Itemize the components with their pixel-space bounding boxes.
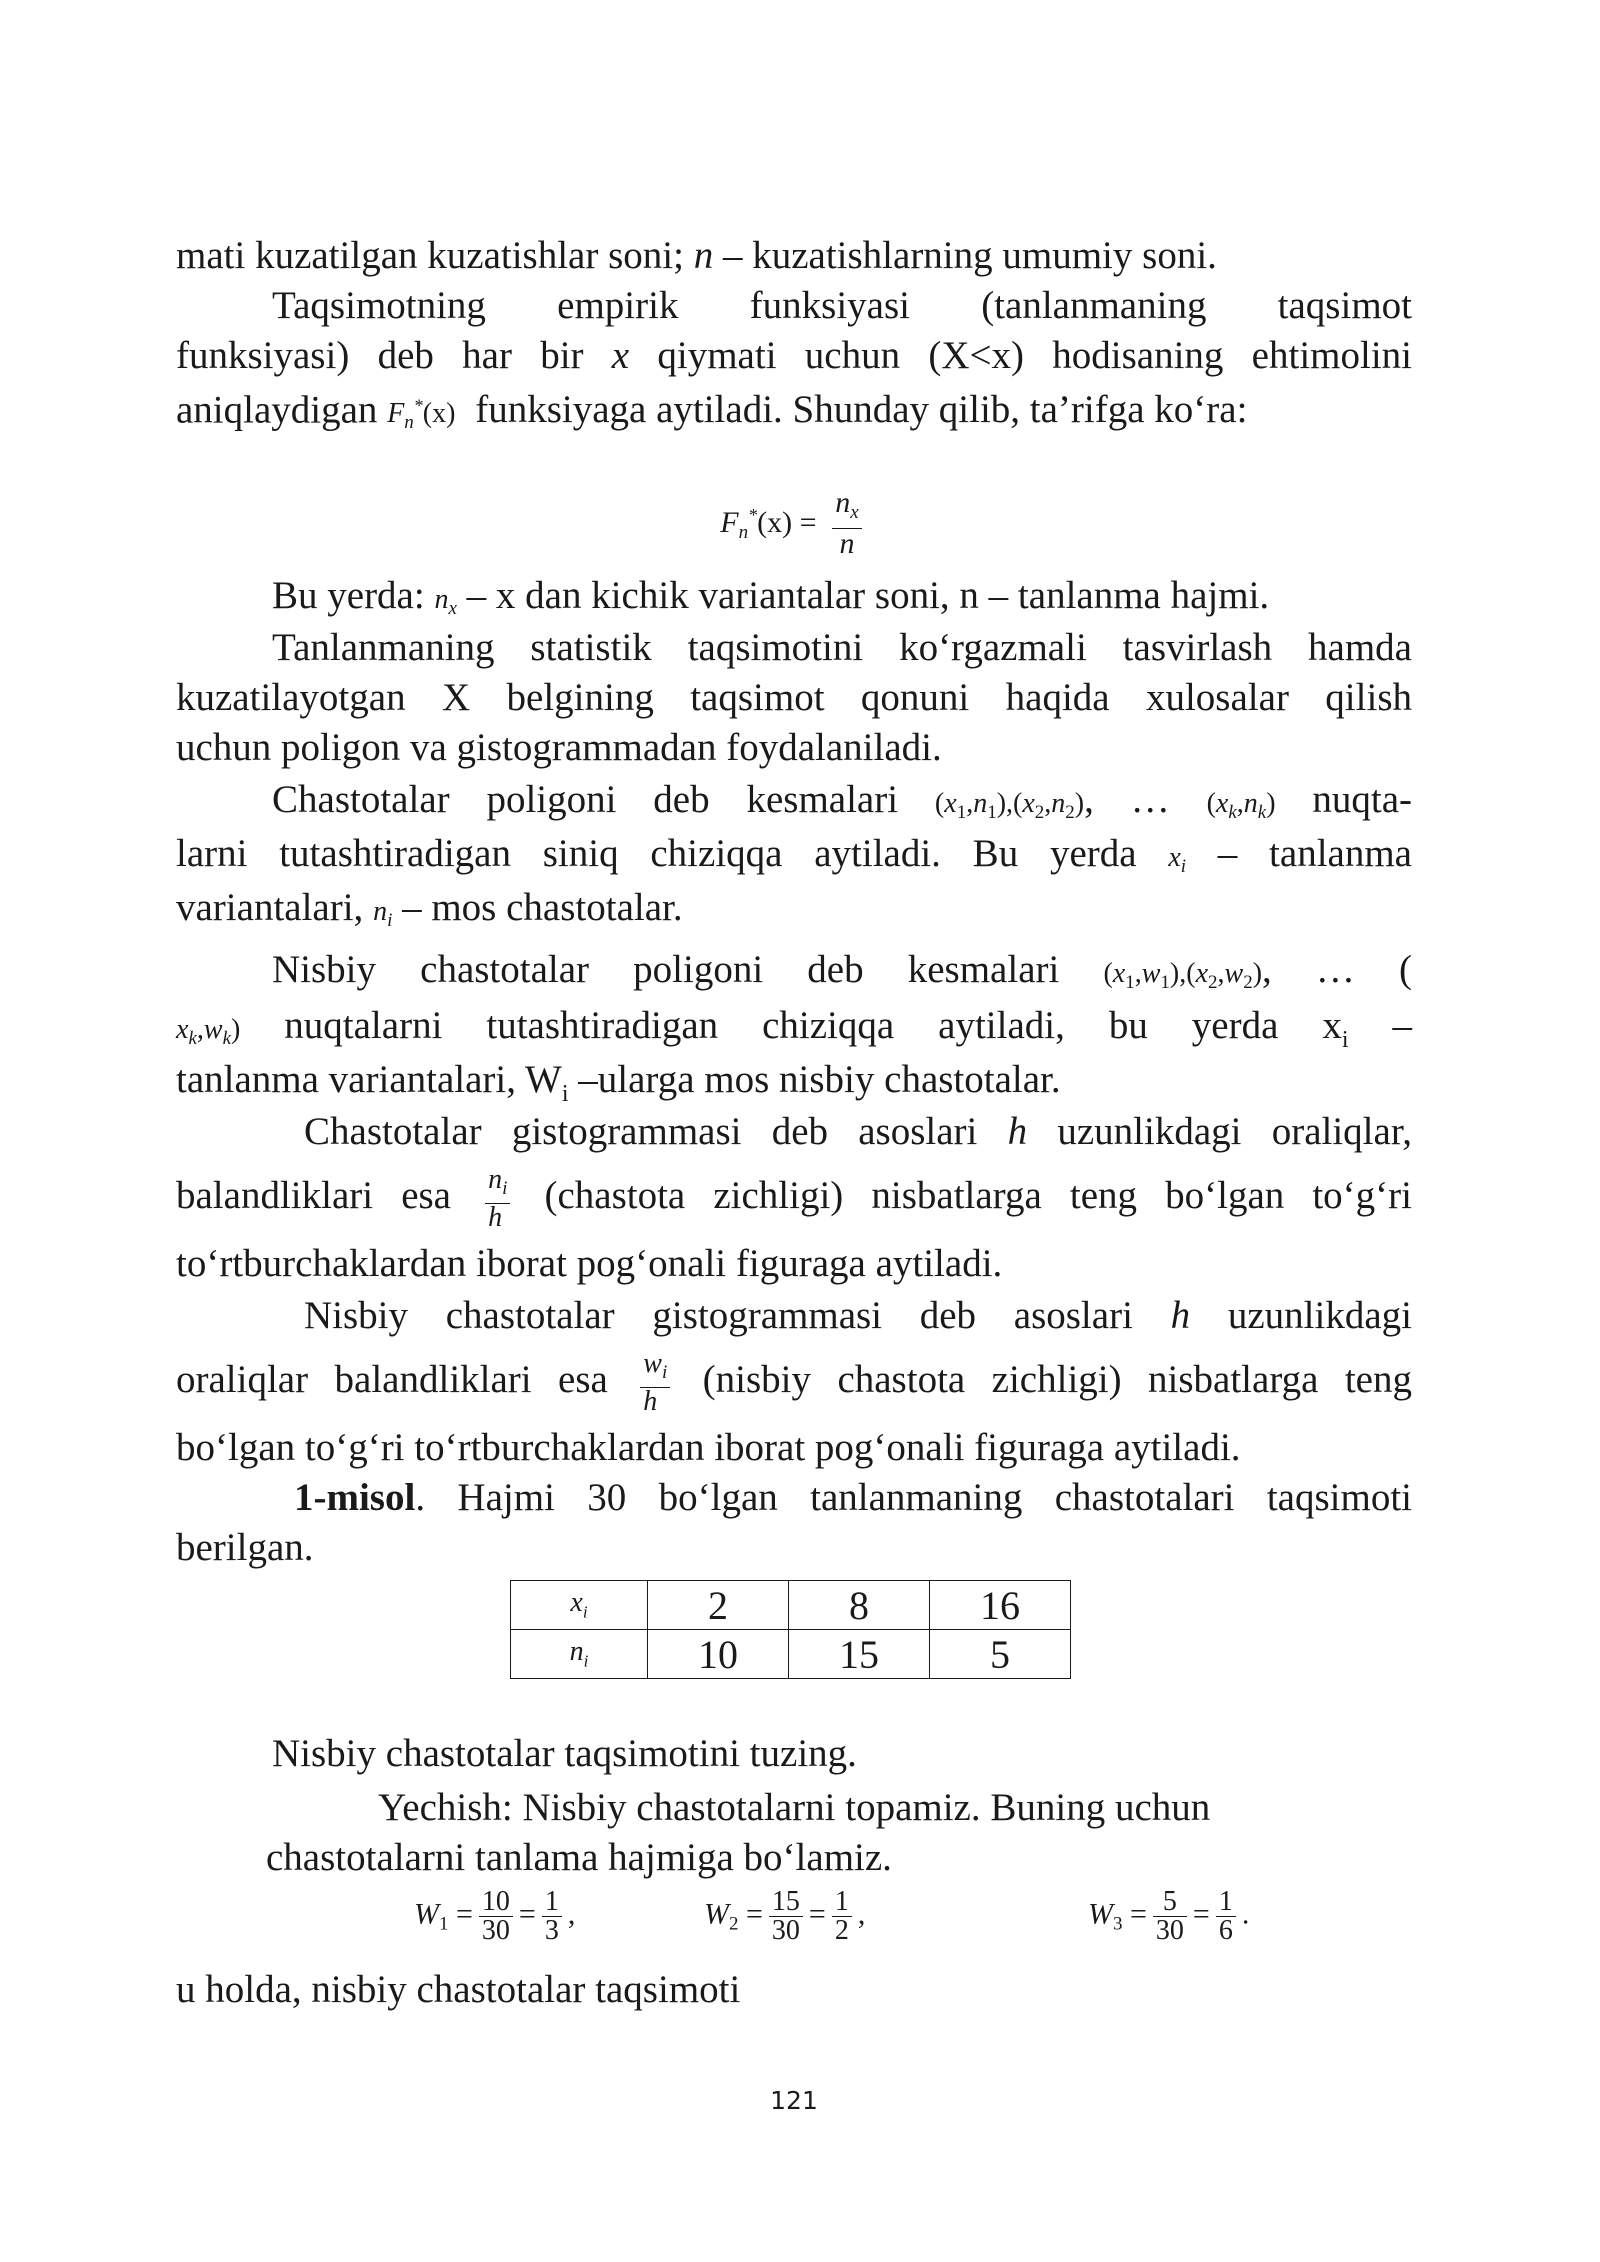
table-cell: 16 (930, 1581, 1071, 1630)
formula-w3: $W_3$ = $\frac{5}{30}$ = $\frac{1}{6}$ . (1088, 1886, 1250, 1946)
paragraph-line: u holda, nisbiy chastotalar taqsimoti (176, 1968, 741, 2011)
paragraph-line: to‘rtburchaklardan iborat pog‘onali figuraga aytiladi. (176, 1242, 1003, 1285)
paragraph-line: Nisbiy chastotalar poligoni deb kesmalari $(x_1,w_1),(x_2,w_2)$, … ( (272, 948, 1412, 993)
paragraph-line: Tanlanmaning statistik taqsimotini ko‘rgazmali tasvirlash hamda (272, 626, 1412, 669)
inline-math: $x_i$ (1168, 842, 1187, 877)
text: mati kuzatilgan kuzatishlar soni; (176, 234, 694, 277)
inline-math-points: $(x_k,n_k)$ (1206, 788, 1276, 823)
paragraph-line: variantalari, $n_i$ – mos chastotalar. (176, 886, 683, 931)
inline-math: $n_i$ (373, 896, 393, 931)
table-cell: 10 (648, 1630, 789, 1679)
text: Bu yerda: (272, 574, 435, 617)
table-cell: 8 (789, 1581, 930, 1630)
table-row (511, 1581, 1071, 1630)
paragraph-line (272, 282, 1412, 330)
text: funksiyaga aytiladi. Shunday qilib, ta’rifga ko‘ra: (465, 388, 1248, 432)
text-line (176, 232, 1412, 280)
paragraph-line: $x_k,w_k$) nuqtalarni tutashtiradigan chiziqqa aytiladi, bu yerda $x_i$ – (176, 1004, 1413, 1053)
paragraph-line: oraliqlar balandliklari esa $\frac{w_i}{h}$ (nisbiy chastota zichligi) nisbatlarga teng (176, 1348, 1412, 1418)
paragraph-line: balandliklari esa $\frac{n_i}{h}$ (chastota zichligi) nisbatlarga teng bo‘lgan to‘g‘ri (176, 1164, 1412, 1234)
text: aniqlaydigan (176, 388, 388, 432)
example-heading: 1-misol. Hajmi 30 bo‘lgan tanlanmaning chastotalari taqsimoti (294, 1476, 1412, 1519)
document-page (176, 0, 1412, 2262)
paragraph-line: uchun poligon va gistogrammadan foydalaniladi. (176, 726, 942, 769)
paragraph-line (176, 332, 1412, 380)
inline-math-points: $(x_1,w_1),(x_2,w_2)$ (1103, 958, 1263, 993)
fraction: $\frac{n_i}{h}$ (485, 1166, 510, 1232)
inline-math-fn: $F_n^*(x)$ (387, 396, 456, 434)
paragraph-line: bo‘lgan to‘g‘ri to‘rtburchaklardan iborat pog‘onali figuraga aytiladi. (176, 1426, 1241, 1469)
fraction: $\frac{n_x}{n}$ (832, 488, 861, 559)
display-formula: $F_n^*(x)$ = $\frac{n_x}{n}$ (176, 488, 1412, 568)
paragraph-line: Nisbiy chastotalar gistogrammasi deb asoslari h uzunlikdagi (304, 1294, 1412, 1337)
text: Taqsimotning empirik funksiyasi (tanlanmaning taqsimot (272, 284, 1412, 327)
text: – x dan kichik variantalar soni, n – tanlanma hajmi. (456, 574, 1270, 617)
table-cell: 5 (930, 1630, 1071, 1679)
inline-math: $n_x$ (434, 584, 457, 619)
formula-w2: $W_2$ = $\frac{15}{30}$ = $\frac{1}{2}$ , (704, 1886, 866, 1946)
paragraph-line: chastotalarni tanlama hajmiga bo‘lamiz. (266, 1836, 892, 1879)
paragraph-line: larni tutashtiradigan siniq chiziqqa aytiladi. Bu yerda $x_i$ – tanlanma (176, 832, 1412, 877)
text: qiymati uchun (X<x) hodisaning ehtimolini (629, 334, 1412, 377)
inline-math-points: $(x_1,n_1),(x_2,n_2)$ (934, 788, 1085, 823)
table-cell: 2 (648, 1581, 789, 1630)
text: funksiyasi) deb har bir (176, 334, 612, 377)
formula-w1: $W_1$ = $\frac{10}{30}$ = $\frac{1}{3}$ , (414, 1886, 576, 1946)
paragraph-line: Chastotalar gistogrammasi deb asoslari h uzunlikdagi oraliqlar, (304, 1110, 1412, 1153)
inline-math-point: $x_k,w_k$) (176, 1014, 241, 1049)
table-cell: 15 (789, 1630, 930, 1679)
page-number: 121 (770, 2086, 818, 2115)
paragraph-line: Nisbiy chastotalar taqsimotini tuzing. (272, 1732, 857, 1775)
paragraph-line (176, 382, 1412, 447)
math-var: n (693, 234, 714, 277)
paragraph-line: kuzatilayotgan X belgining taqsimot qonuni haqida xulosalar qilish (176, 676, 1412, 719)
paragraph-line: berilgan. (176, 1526, 314, 1569)
paragraph-line: tanlanma variantalari, $W_i$ –ularga mos nisbiy chastotalar. (176, 1058, 1061, 1107)
fraction: $\frac{w_i}{h}$ (640, 1350, 670, 1416)
table-row (511, 1630, 1071, 1679)
frequency-table (510, 1580, 1071, 1679)
text: – kuzatishlarning umumiy soni. (713, 234, 1217, 277)
table-header-cell: $x_i$ (511, 1581, 648, 1630)
paragraph-line: Yechish: Nisbiy chastotalarni topamiz. Buning uchun (378, 1786, 1211, 1829)
table-header-cell: $n_i$ (511, 1630, 648, 1679)
paragraph-line: Chastotalar poligoni deb kesmalari $(x_1,n_1),(x_2,n_2)$, … $(x_k,n_k)$ nuqta- (272, 778, 1413, 823)
math-var: x (611, 334, 630, 377)
